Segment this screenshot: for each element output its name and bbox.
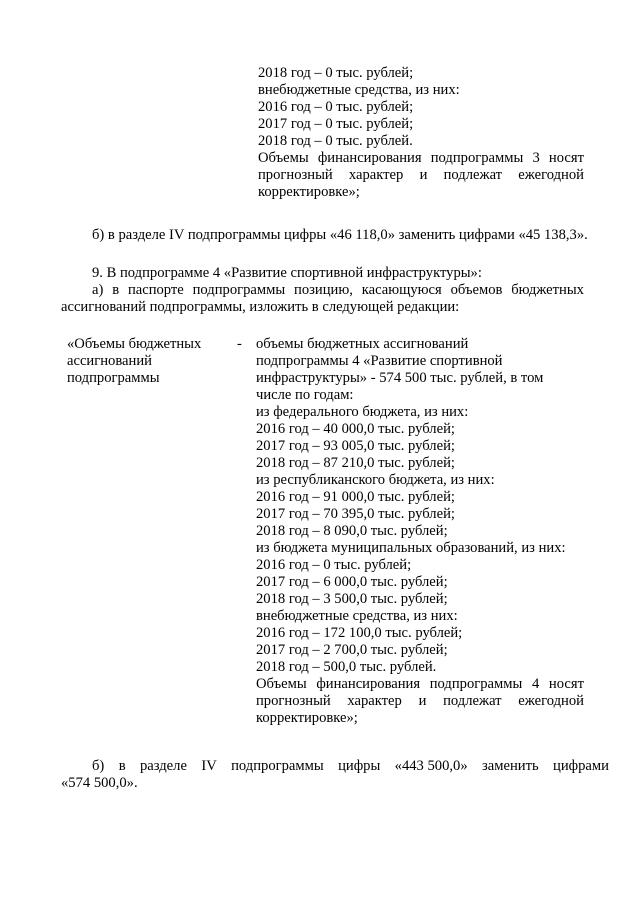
paragraph-9-a-line-1 xyxy=(92,282,584,299)
table-note-line-2 xyxy=(256,693,584,710)
table-right-line: из федерального бюджета, из них: xyxy=(256,404,469,420)
word: бюджетных xyxy=(511,282,584,298)
word: ежегодной xyxy=(518,167,584,183)
top-note-line-3: корректировке»; xyxy=(258,184,360,200)
top-line: 2016 год – 0 тыс. рублей; xyxy=(258,99,414,115)
word: и xyxy=(419,167,428,183)
word: прогнозный xyxy=(256,693,331,709)
word: а) xyxy=(92,282,104,298)
table-right-line: 2017 год – 93 005,0 тыс. рублей; xyxy=(256,438,455,454)
word: паспорте xyxy=(127,282,184,298)
word: в xyxy=(118,758,126,774)
word: 4 xyxy=(531,676,540,692)
table-right-line: 2016 год – 91 000,0 тыс. рублей; xyxy=(256,489,455,505)
word: подпрограммы xyxy=(231,758,324,774)
table-left-label: подпрограммы xyxy=(67,370,160,386)
table-right-line: 2016 год – 172 100,0 тыс. рублей; xyxy=(256,625,463,641)
paragraph-9-heading: 9. В подпрограмме 4 «Развитие спортивной инфраструктуры»: xyxy=(92,265,482,281)
table-right-line: 2018 год – 3 500,0 тыс. рублей; xyxy=(256,591,448,607)
table-right-line: 2017 год – 2 700,0 тыс. рублей; xyxy=(256,642,448,658)
table-right-line: 2018 год – 87 210,0 тыс. рублей; xyxy=(256,455,455,471)
word: цифры xyxy=(338,758,381,774)
word: финансирования xyxy=(316,676,421,692)
word: и xyxy=(418,693,427,709)
word: подлежат xyxy=(443,693,502,709)
top-line: внебюджетные средства, из них: xyxy=(258,82,460,98)
table-right-line: объемы бюджетных ассигнований xyxy=(256,336,469,352)
word: финансирования xyxy=(317,150,422,166)
word: разделе xyxy=(139,758,187,774)
word: объемов xyxy=(450,282,503,298)
top-line: 2017 год – 0 тыс. рублей; xyxy=(258,116,414,132)
table-note-line-1 xyxy=(256,676,584,693)
word: в xyxy=(112,282,120,298)
table-left-label: «Объемы бюджетных xyxy=(67,336,202,352)
top-block xyxy=(258,65,584,201)
word: цифрами xyxy=(553,758,609,774)
word: позицию, xyxy=(294,282,353,298)
paragraph-9-a-line-2: ассигнований подпрограммы, изложить в следующей редакции: xyxy=(61,299,460,315)
word: прогнозный xyxy=(258,167,333,183)
table-right-line: из республиканского бюджета, из них: xyxy=(256,472,495,488)
word: подпрограммы xyxy=(430,150,524,166)
top-line: 2018 год – 0 тыс. рублей. xyxy=(258,133,413,149)
table-right-column xyxy=(256,336,584,727)
word: носят xyxy=(548,676,584,692)
table-right-line: инфраструктуры» - 574 500 тыс. рублей, в том xyxy=(256,370,544,386)
word: заменить xyxy=(482,758,539,774)
word: Объемы xyxy=(256,676,307,692)
top-line: 2018 год – 0 тыс. рублей; xyxy=(258,65,414,81)
word: подпрограммы xyxy=(429,676,523,692)
word: 3 xyxy=(532,150,540,166)
table-right-line: 2018 год – 500,0 тыс. рублей. xyxy=(256,659,437,675)
paragraph-b-subprogram-3: б) в разделе IV подпрограммы цифры «46 118,0» заменить цифрами «45 138,3». xyxy=(92,227,588,243)
word: касающуюся xyxy=(361,282,442,298)
top-note-line-2 xyxy=(258,167,584,184)
table-right-line: подпрограммы 4 «Развитие спортивной xyxy=(256,353,503,369)
word: б) xyxy=(92,758,105,774)
word: характер xyxy=(347,693,402,709)
paragraph-b-subprogram-4-line-1 xyxy=(92,758,609,775)
word: подпрограммы xyxy=(192,282,286,298)
table-note-line-3: корректировке»; xyxy=(256,710,358,726)
word: ежегодной xyxy=(518,693,584,709)
table-right-line: 2017 год – 70 395,0 тыс. рублей; xyxy=(256,506,455,522)
table-left-label: ассигнований xyxy=(67,353,152,369)
word: носят xyxy=(548,150,584,166)
table-right-line: 2017 год – 6 000,0 тыс. рублей; xyxy=(256,574,448,590)
table-right-line: внебюджетные средства, из них: xyxy=(256,608,458,624)
word: характер xyxy=(348,167,404,183)
table-right-line: 2018 год – 8 090,0 тыс. рублей; xyxy=(256,523,448,539)
table-right-line: 2016 год – 0 тыс. рублей; xyxy=(256,557,412,573)
word: «443 500,0» xyxy=(394,758,468,774)
word: подлежат xyxy=(443,167,503,183)
table-right-line: из бюджета муниципальных образований, из них: xyxy=(256,540,566,556)
table-right-line: 2016 год – 40 000,0 тыс. рублей; xyxy=(256,421,455,437)
table-right-line: числе по годам: xyxy=(256,387,354,403)
word: IV xyxy=(201,758,217,774)
paragraph-b-subprogram-4-line-2: «574 500,0». xyxy=(61,775,138,791)
word: Объемы xyxy=(258,150,309,166)
table-dash: - xyxy=(237,336,242,352)
top-note-line-1 xyxy=(258,150,584,167)
